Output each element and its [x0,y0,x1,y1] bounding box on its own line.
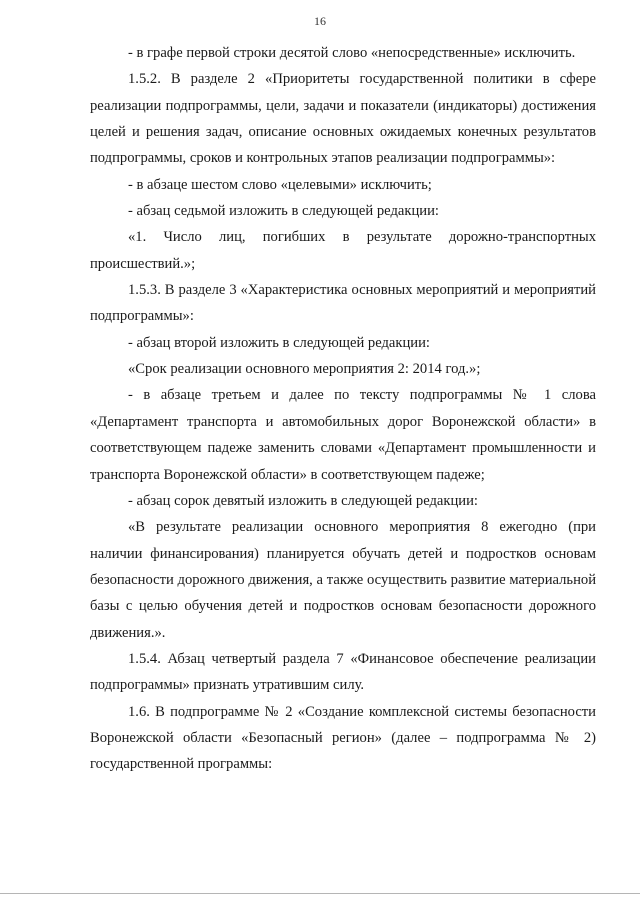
paragraph-9: - в абзаце третьем и далее по тексту подпрограммы № 1 слова «Департамент транспорта и автомобильных дорог Воронежской области» в соответствующем падеже заменить словами «Департамент промышленности и транспорта Воронежской области» в соответствующем падеже; [90,387,596,483]
paragraph-6: 1.5.3. В разделе 3 «Характеристика основных мероприятий и мероприятий подпрограммы»: [90,282,596,325]
paragraph-4: - абзац седьмой изложить в следующей редакции: [128,203,439,220]
paragraph-8: «Срок реализации основного мероприятия 2: 2014 год.»; [128,361,481,378]
paragraph-13: 1.6. В подпрограмме № 2 «Создание комплексной системы безопасности Воронежской области «Безопасный регион» (далее – подпрограмма № 2) государственной программы: [90,703,596,773]
paragraph-7: - абзац второй изложить в следующей редакции: [128,334,430,351]
paragraph-2: 1.5.2. В разделе 2 «Приоритеты государственной политики в сфере реализации подпрограммы, цели, задачи и показатели (индикаторы) достижения целей и решения задач, описание основных ожидаемых конечных результатов подпрограммы, сроков и контрольных этапов реализации подпрограммы»: [90,71,596,167]
document-body [90,40,596,778]
paragraph-12: 1.5.4. Абзац четвертый раздела 7 «Финансовое обеспечение реализации подпрограммы» признать утратившим силу. [90,650,596,694]
paragraph-10: - абзац сорок девятый изложить в следующей редакции: [128,492,478,509]
paragraph-1: - в графе первой строки десятой слово «непосредственные» исключить. [128,45,576,61]
page-number: 16 [314,14,326,28]
bottom-scan-edge [0,893,640,894]
paragraph-3: - в абзаце шестом слово «целевыми» исключить; [128,176,432,193]
paragraph-5: «1. Число лиц, погибших в результате дорожно-транспортных происшествий.»; [90,229,596,272]
paragraph-11: «В результате реализации основного мероприятия 8 ежегодно (при наличии финансирования) планируется обучать детей и подростков основам безопасности дорожного движения, а также осуществить развитие материальной базы с целью обучения детей и подростков основам безопасности дорожного движения.». [90,519,596,641]
